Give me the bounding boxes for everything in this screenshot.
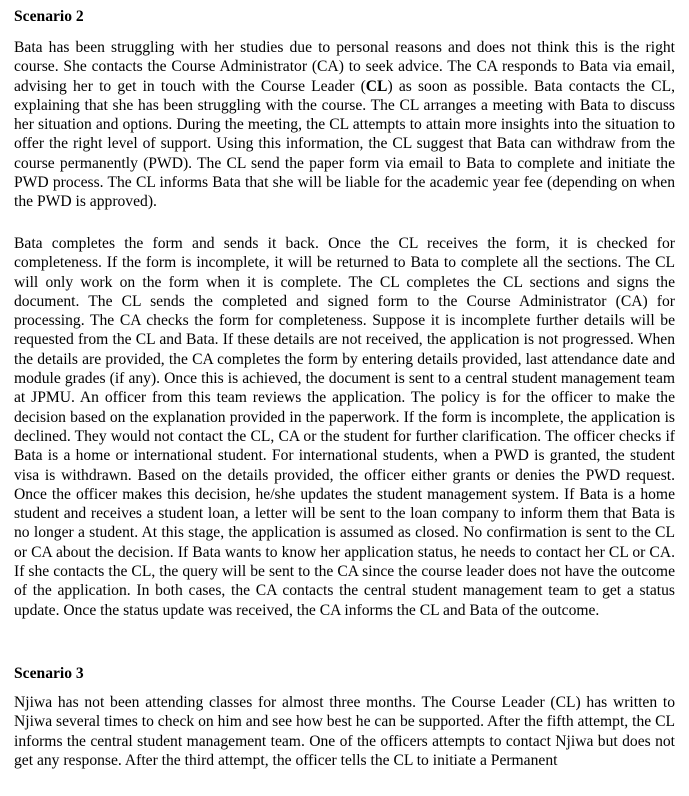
scenario-2-paragraph-1-text-a: Bata has been struggling with her studies due to personal reasons and does not think this is the right course. She contacts the Course Administrator (CA) to seek advice. The CA responds to Bata via email, advising her to get in touch with the Course Leader ( bbox=[14, 39, 675, 95]
scenario-2-paragraph-1 bbox=[14, 38, 675, 212]
course-leader-abbreviation: CL bbox=[365, 77, 388, 95]
scenario-2-paragraph-2: Bata completes the form and sends it back. Once the CL receives the form, it is checked for completeness. If the form is incomplete, it will be returned to Bata to complete all the sections. The CL will only work on the form when it is complete. The CL completes the CL sections and signs the document. The CL sends the completed and signed form to the Course Administrator (CA) for processing. The CA checks the form for completeness. Suppose it is incomplete further details will be requested from the CL and Bata. If these details are not received, the application is not progressed. When the details are provided, the CA completes the form by entering details provided, last attendance date and module grades (if any). Once this is achieved, the document is sent to a central student management team at JPMU. An officer from this team reviews the application. The policy is for the officer to make the decision based on the explanation provided in the paperwork. If the form is incomplete, the application is declined. They would not contact the CL, CA or the student for further clarification. The officer checks if Bata is a home or international student. For international students, when a PWD is granted, the student visa is withdrawn. Based on the details provided, the officer either grants or denies the PWD request. Once the officer makes this decision, he/she updates the student management system. If Bata is a home student and receives a student loan, a letter will be sent to the loan company to inform them that Bata is no longer a student. At this stage, the application is assumed as closed. No confirmation is sent to the CL or CA about the decision. If Bata wants to know her application status, he needs to contact her CL or CA. If she contacts the CL, the query will be sent to the CA since the course leader does not have the outcome of the application. In both cases, the CA contacts the central student management team to get a status update. Once the status update was received, the CA informs the CL and Bata of the outcome. bbox=[14, 235, 675, 619]
scenario-2-paragraph-1-text-b: ) as soon as possible. Bata contacts the CL, explaining that she has been struggling with the course. The CL arranges a meeting with Bata to discuss her situation and options. During the meeting, the CL attempts to attain more insights into the situation to offer the right level of support. Using this information, the CL suggest that Bata can withdraw from the course permanently (PWD). The CL send the paper form via email to Bata to complete and initiate the PWD process. The CL informs Bata that she will be liable for the academic year fee (depending on when the PWD is approved). bbox=[14, 77, 675, 211]
scenario-3-paragraph-1: Njiwa has not been attending classes for almost three months. The Course Leader (CL) has written to Njiwa several times to check on him and see how best he can be supported. After the fifth attempt, the CL informs the central student management team. One of the officers attempts to contact Njiwa but does not get any response. After the third attempt, the officer tells the CL to initiate a Permanent bbox=[14, 694, 675, 769]
scenario-2-heading: Scenario 2 bbox=[14, 8, 84, 25]
scenario-3-heading: Scenario 3 bbox=[14, 665, 84, 682]
